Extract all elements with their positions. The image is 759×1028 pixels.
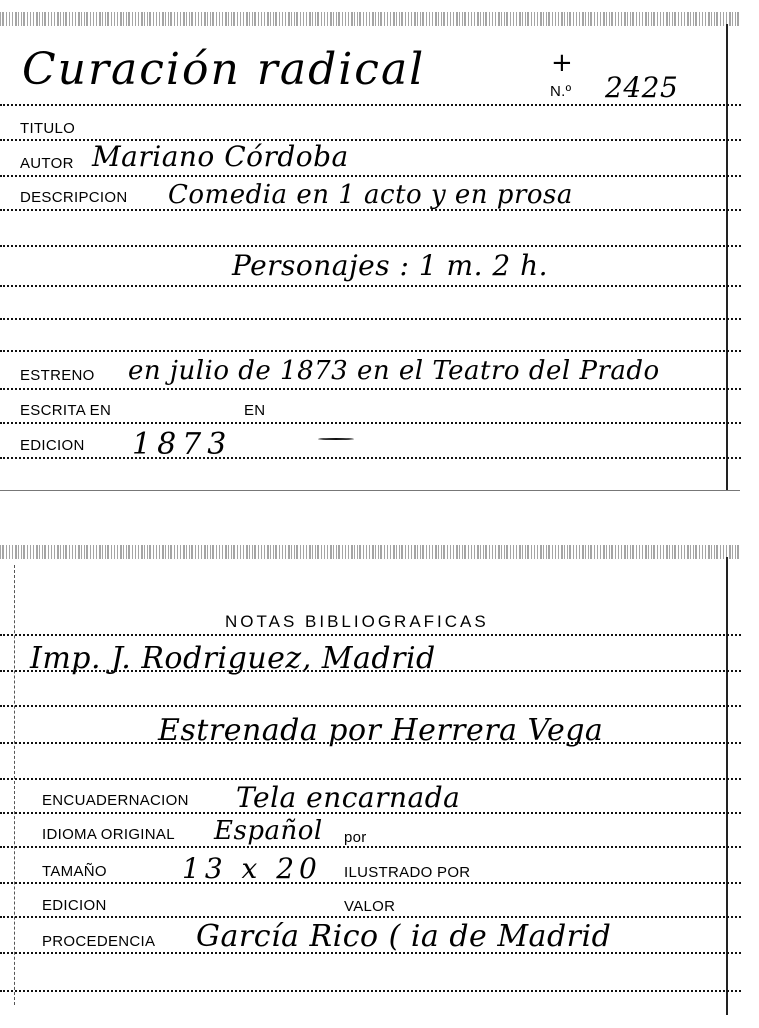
notas-rule-4 (0, 778, 741, 780)
edicion-rule-back (0, 916, 741, 918)
card-title-handwritten: Curación radical (22, 44, 426, 95)
blank-rule-3 (0, 350, 741, 352)
edicion-value-front: 1873 (132, 427, 233, 462)
descripcion-value: Comedia en 1 acto y en prosa (168, 180, 573, 210)
autor-value: Mariano Córdoba (92, 140, 349, 173)
encuadernacion-rule (0, 812, 741, 814)
idioma-rule (0, 846, 741, 848)
tamano-value: 13 x 20 (182, 852, 322, 885)
notas-rule-2 (0, 705, 741, 707)
notas-heading: NOTAS BIBLIOGRAFICAS (225, 612, 489, 631)
cross-mark: + (551, 48, 573, 78)
procedencia-value: García Rico ( ia de Madrid (196, 919, 612, 954)
valor-label: VALOR (344, 898, 396, 915)
autor-label: AUTOR (20, 155, 74, 172)
ilustrado-label: ILUSTRADO POR (344, 864, 471, 881)
titulo-label: TITULO (20, 120, 76, 137)
card-right-border-back (726, 557, 728, 1015)
procedencia-label: PROCEDENCIA (42, 933, 156, 950)
estreno-rule (0, 388, 741, 390)
edicion-rule (0, 457, 741, 459)
autor-rule (0, 175, 741, 177)
ink-stroke (318, 438, 354, 440)
escrita-rule (0, 422, 741, 424)
encuadernacion-label: ENCUADERNACION (42, 792, 189, 809)
estreno-label: ESTRENO (20, 367, 95, 384)
card-torn-edge-back (0, 545, 740, 559)
por-label: por (344, 829, 367, 846)
en-label: EN (244, 402, 266, 419)
number-label: N.º (550, 83, 572, 100)
note-line-1: Imp. J. Rodriguez, Madrid (30, 641, 436, 676)
encuadernacion-value: Tela encarnada (236, 781, 461, 814)
tamano-rule (0, 882, 741, 884)
card-left-border-back (14, 565, 16, 1005)
card-bottom-edge (0, 490, 740, 491)
notas-rule-1 (0, 670, 741, 672)
descripcion-label: DESCRIPCION (20, 189, 128, 206)
blank-rule-1 (0, 245, 741, 247)
notas-rule-0 (0, 634, 741, 636)
blank-rule-2 (0, 318, 741, 320)
note-line-2: Estrenada por Herrera Vega (158, 713, 604, 748)
procedencia-rule (0, 952, 741, 954)
edicion-label-back: EDICION (42, 897, 107, 914)
notas-rule-3 (0, 742, 741, 744)
estreno-value: en julio de 1873 en el Teatro del Prado (128, 356, 660, 386)
idioma-value: Español (214, 816, 323, 846)
descripcion-rule (0, 209, 741, 211)
personajes-value: Personajes : 1 m. 2 h. (232, 249, 549, 282)
card-number: 2425 (605, 71, 679, 104)
idioma-label: IDIOMA ORIGINAL (42, 826, 175, 843)
tamano-label: TAMAÑO (42, 863, 107, 880)
card-right-border (726, 24, 728, 490)
title-rule (0, 104, 741, 106)
edicion-label-front: EDICION (20, 437, 85, 454)
blank-rule-back (0, 990, 741, 992)
card-torn-edge (0, 12, 740, 26)
escrita-en-label: ESCRITA EN (20, 402, 112, 419)
personajes-rule (0, 285, 741, 287)
